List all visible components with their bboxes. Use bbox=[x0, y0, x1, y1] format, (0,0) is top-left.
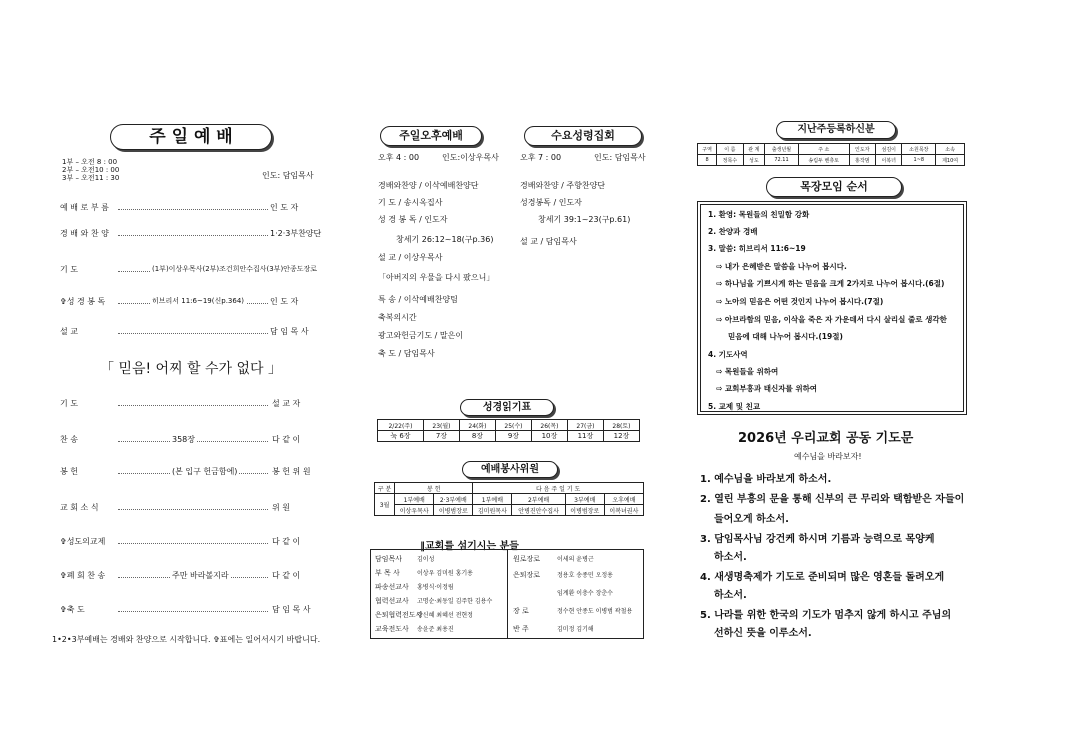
reading-chapter: 11장 bbox=[567, 431, 603, 442]
order-role: 봉 헌 위 원 bbox=[272, 467, 311, 476]
prayer-title: 2026년 우리교회 공동 기도문 bbox=[738, 431, 914, 446]
server-names: 김미정 김기해 bbox=[557, 626, 594, 633]
server-names: 임계환 이충수 장춘수 bbox=[557, 590, 613, 597]
afternoon-leader: 인도:이상우목사 bbox=[442, 153, 499, 162]
new-member-cell: 72.11 bbox=[765, 155, 799, 166]
server-role: 교육전도사 bbox=[375, 625, 409, 633]
order-leader-dots bbox=[118, 405, 268, 406]
servers-title-bracket: ‖ bbox=[420, 541, 425, 552]
sc-month: 3월 bbox=[375, 494, 395, 516]
server-role: 파송선교사 bbox=[375, 583, 409, 591]
reading-chapter: 8장 bbox=[459, 431, 495, 442]
order-role: 설 교 자 bbox=[272, 399, 301, 408]
order-label: 기 도 bbox=[60, 399, 78, 408]
reading-day: 27(금) bbox=[567, 420, 603, 431]
group-meeting-line: 5. 교제 및 친교 bbox=[708, 402, 761, 411]
group-meeting-line: ⇨ 하나님을 기쁘시게 하는 믿음을 크게 2가지로 나누어 봅시다.(6절) bbox=[716, 279, 945, 288]
afternoon-line: 특 송 / 이삭예배찬양팀 bbox=[378, 295, 458, 304]
order-role: 1·2·3부찬양단 bbox=[270, 229, 322, 238]
order-leader-dots bbox=[118, 209, 268, 210]
afternoon-line: 축복의시간 bbox=[378, 313, 417, 322]
afternoon-line: 경배와찬양 / 이삭예배찬양단 bbox=[378, 181, 479, 190]
server-role: 원로장로 bbox=[513, 555, 541, 563]
server-names: 김이성 bbox=[417, 556, 435, 563]
servers-box bbox=[370, 549, 644, 639]
sc-value: 이상우목사 bbox=[395, 505, 434, 516]
time-1: 1부 – 오전 8 : 00 bbox=[62, 158, 118, 166]
server-names: 이상우 김미원 홍기용 bbox=[417, 570, 473, 577]
prayer-line: 4. 새생명축제가 기도로 준비되며 많은 영혼들 돌려오게 bbox=[700, 572, 945, 583]
new-members-table bbox=[697, 143, 965, 166]
new-member-cell: 홍작범 bbox=[849, 155, 875, 166]
order-label: 설 교 bbox=[60, 327, 78, 336]
group-meeting-line: ⇨ 노아의 믿음은 어떤 것인지 나누어 봅시다.(7절) bbox=[716, 297, 884, 306]
group-meeting-line: ⇨ 아브라함의 믿음, 이삭을 죽은 자 가운데서 다시 살리실 줄로 생각한 bbox=[716, 315, 947, 324]
reading-day: 24(화) bbox=[459, 420, 495, 431]
afternoon-time: 오후 4 : 00 bbox=[378, 153, 420, 162]
server-role: 은퇴협력전도사 bbox=[375, 611, 423, 619]
sc-sub: 오후예배 bbox=[604, 494, 643, 505]
sc-head-0: 구 분 bbox=[375, 483, 395, 494]
prayer-line: 3. 담임목사님 강건케 하시며 기름과 능력으로 목양케 bbox=[700, 534, 935, 545]
server-role: 담임목사 bbox=[375, 555, 403, 563]
reading-chapter: 10장 bbox=[531, 431, 567, 442]
service-times bbox=[62, 158, 119, 182]
server-names: 홍병식·이정림 bbox=[417, 584, 454, 591]
group-meeting-title: 목장모임 순서 bbox=[766, 177, 902, 197]
sc-sub: 1부예배 bbox=[395, 494, 434, 505]
reading-chapter: 9장 bbox=[495, 431, 531, 442]
afternoon-line: 설 교 / 이상우목사 bbox=[378, 253, 443, 262]
sc-value: 이복녀권사 bbox=[604, 505, 643, 516]
prayer-subtitle: 예수님을 바라보자! bbox=[794, 452, 862, 461]
sc-sub: 2부예배 bbox=[512, 494, 565, 505]
order-detail: 주만 바라볼지라 bbox=[172, 571, 229, 580]
server-names: 강신혜 최혜선 전현정 bbox=[417, 612, 473, 619]
reading-chapter: 7장 bbox=[423, 431, 459, 442]
order-role: 위 원 bbox=[272, 503, 290, 512]
sermon-title: 「 믿음! 어찌 할 수가 없다 」 bbox=[100, 361, 283, 377]
new-member-header: 주 소 bbox=[798, 144, 849, 155]
new-member-header: 출생년월 bbox=[765, 144, 799, 155]
order-role: 담 임 목 사 bbox=[270, 327, 309, 336]
server-role: 부 목 사 bbox=[375, 569, 400, 577]
time-3: 3부 – 오전11 : 30 bbox=[62, 174, 120, 182]
reading-day: 28(토) bbox=[603, 420, 639, 431]
wednesday-line: 설 교 / 담임목사 bbox=[520, 237, 577, 246]
server-names: 송윤준 최용진 bbox=[417, 626, 454, 633]
order-detail: (본 입구 헌금함에) bbox=[172, 467, 238, 476]
new-member-header: 구역 bbox=[698, 144, 717, 155]
new-member-cell: 성도 bbox=[743, 155, 765, 166]
group-meeting-line: 1. 환영: 목원들의 친밀함 강화 bbox=[708, 210, 810, 219]
group-meeting-line: 믿음에 대해 나누어 봅시다.(19절) bbox=[728, 332, 843, 341]
order-label: 예 배 로 부 름 bbox=[60, 203, 109, 212]
server-names: 고명순·최동일 김주한 김용수 bbox=[417, 598, 493, 605]
prayer-line: 1. 예수님을 바라보게 하소서. bbox=[700, 474, 832, 485]
group-meeting-line: 3. 말씀: 히브리서 11:6~19 bbox=[708, 244, 806, 253]
sc-sub: 3부예배 bbox=[565, 494, 604, 505]
server-names: 정수현 안종도 이병범 곽철용 bbox=[557, 608, 633, 615]
footnote: 1•2•3부예배는 경배와 찬양으로 시작합니다. ✞표에는 일어서시기 바랍니다. bbox=[52, 635, 321, 644]
order-role: 다 같 이 bbox=[272, 571, 301, 580]
wednesday-title: 수요성령집회 bbox=[524, 126, 642, 146]
afternoon-line: 기 도 / 송시옥집사 bbox=[378, 198, 443, 207]
afternoon-line: 축 도 / 담임목사 bbox=[378, 349, 435, 358]
servers-divider bbox=[507, 550, 508, 638]
new-member-header: 관 계 bbox=[743, 144, 765, 155]
reading-day: 26(목) bbox=[531, 420, 567, 431]
order-leader-dots bbox=[118, 611, 268, 612]
order-label: ✞성 경 봉 독 bbox=[60, 297, 106, 306]
sc-value: 이병범장로 bbox=[434, 505, 473, 516]
order-leader-dots bbox=[118, 543, 268, 544]
order-label: 경 배 와 찬 양 bbox=[60, 229, 109, 238]
time-2: 2부 – 오전10 : 00 bbox=[62, 166, 120, 174]
reading-chapter: 12장 bbox=[603, 431, 639, 442]
prayer-line: 5. 나라를 위한 한국의 기도가 멈추지 않게 하시고 주님의 bbox=[700, 610, 952, 621]
afternoon-title: 주일오후예배 bbox=[380, 126, 482, 146]
order-label: 찬 송 bbox=[60, 435, 78, 444]
service-committee-title: 예배봉사위원 bbox=[462, 461, 558, 478]
reading-day: 2/22(주) bbox=[378, 420, 424, 431]
group-meeting-line: ⇨ 내가 은혜받은 말씀을 나누어 봅시다. bbox=[716, 262, 847, 271]
prayer-line: 하소서. bbox=[714, 590, 747, 601]
order-label: ✞축 도 bbox=[60, 605, 85, 614]
sc-head-1: 봉 헌 bbox=[395, 483, 473, 494]
main-service-title: 주 일 예 배 bbox=[110, 124, 272, 150]
order-role: 인 도 자 bbox=[270, 203, 299, 212]
new-members-title: 지난주등록하신분 bbox=[776, 121, 896, 139]
order-detail: 358장 bbox=[172, 435, 195, 444]
order-role: 다 같 이 bbox=[272, 435, 301, 444]
order-leader-dots bbox=[118, 333, 268, 334]
server-names: 정용호 송종민 오정용 bbox=[557, 572, 613, 579]
order-leader-dots bbox=[118, 509, 268, 510]
order-leader-dots bbox=[118, 235, 268, 236]
server-role: 협력선교사 bbox=[375, 597, 409, 605]
group-meeting-line: ⇨ 교회부흥과 태신자를 위하여 bbox=[716, 384, 818, 393]
new-member-header: 소원목장 bbox=[902, 144, 936, 155]
order-detail: 히브리서 11:6~19(신p.364) bbox=[152, 297, 245, 305]
sc-sub: 1부예배 bbox=[473, 494, 512, 505]
order-label: 교 회 소 식 bbox=[60, 503, 99, 512]
bible-reading-title: 성경읽기표 bbox=[460, 399, 554, 416]
prayer-line: 선하신 뜻을 이루소서. bbox=[714, 628, 812, 639]
service-committee-table bbox=[374, 482, 644, 516]
new-member-header: 인도자 bbox=[849, 144, 875, 155]
reading-day: 23(월) bbox=[423, 420, 459, 431]
wednesday-line: 성경봉독 / 인도자 bbox=[520, 198, 582, 207]
new-member-cell: 송림두 벤츄토 bbox=[798, 155, 849, 166]
main-leader: 인도: 담임목사 bbox=[262, 171, 314, 180]
new-member-header: 소속 bbox=[936, 144, 965, 155]
wednesday-leader: 인도: 담임목사 bbox=[594, 153, 646, 162]
server-names: 이세의 윤병근 bbox=[557, 556, 594, 563]
order-label: ✞폐 회 찬 송 bbox=[60, 571, 106, 580]
afternoon-line: 창세기 26:12~18(구p.36) bbox=[396, 235, 494, 244]
order-role: 담 임 목 사 bbox=[272, 605, 311, 614]
servers-title-text: 교회를 섬기시는 분들 bbox=[425, 541, 519, 552]
afternoon-line: 광고와헌금기도 / 말은이 bbox=[378, 331, 464, 340]
sc-head-2: 다 음 주 일 기 도 bbox=[473, 483, 644, 494]
new-member-cell: 1~8 bbox=[902, 155, 936, 166]
order-label: ✞성도의교제 bbox=[60, 537, 106, 546]
sc-sub: 2·3부예배 bbox=[434, 494, 473, 505]
order-detail: (1부)이상우목사(2부)조건희안수집사(3부)안종도장로 bbox=[152, 265, 317, 273]
prayer-line: 들어오게 하소서. bbox=[714, 514, 789, 525]
new-member-header: 이 름 bbox=[717, 144, 743, 155]
group-meeting-line: 4. 기도사역 bbox=[708, 350, 748, 359]
reading-chapter: 눅 6장 bbox=[378, 431, 424, 442]
new-member-cell: 이복녀 bbox=[876, 155, 902, 166]
server-role: 은퇴장로 bbox=[513, 571, 541, 579]
prayer-line: 하소서. bbox=[714, 552, 747, 563]
wednesday-time: 오후 7 : 00 bbox=[520, 153, 562, 162]
order-role: 다 같 이 bbox=[272, 537, 301, 546]
prayer-line: 2. 열린 부흥의 문을 통해 신부의 큰 무리와 택함받은 자들이 bbox=[700, 494, 965, 505]
new-member-cell: 8 bbox=[698, 155, 717, 166]
order-role: 인 도 자 bbox=[270, 297, 299, 306]
bible-reading-table bbox=[377, 419, 640, 442]
server-role: 반 주 bbox=[513, 625, 529, 633]
wednesday-line: 경배와찬양 / 주향찬양단 bbox=[520, 181, 606, 190]
sc-value: 이병범장로 bbox=[565, 505, 604, 516]
sc-value: 김미원목사 bbox=[473, 505, 512, 516]
afternoon-line: 성 경 봉 독 / 인도자 bbox=[378, 215, 448, 224]
new-member-header: 섬김이 bbox=[876, 144, 902, 155]
reading-day: 25(수) bbox=[495, 420, 531, 431]
wednesday-line: 창세기 39:1~23(구p.61) bbox=[538, 215, 631, 224]
sc-value: 안병진안수집사 bbox=[512, 505, 565, 516]
order-label: 기 도 bbox=[60, 265, 78, 274]
server-role: 장 로 bbox=[513, 607, 529, 615]
group-meeting-line: 2. 찬양과 경배 bbox=[708, 227, 758, 236]
group-meeting-line: ⇨ 목원들을 위하여 bbox=[716, 367, 779, 376]
new-member-cell: 정목수 bbox=[717, 155, 743, 166]
afternoon-line: 「아버지의 우물을 다시 팠으니」 bbox=[378, 273, 495, 282]
order-label: 봉 헌 bbox=[60, 467, 78, 476]
new-member-cell: 제10여 bbox=[936, 155, 965, 166]
